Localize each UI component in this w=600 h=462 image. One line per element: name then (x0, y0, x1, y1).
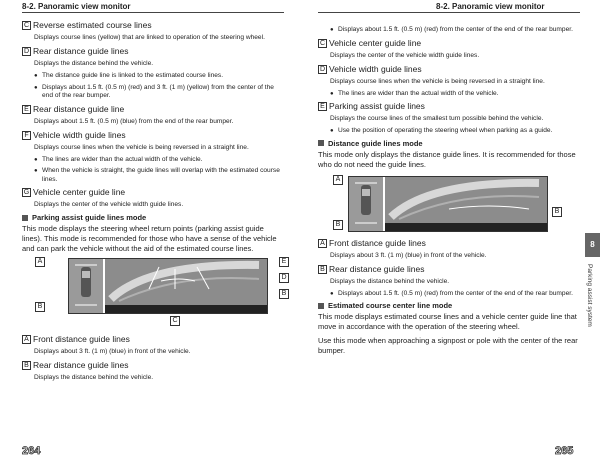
letter-icon: G (23, 189, 30, 196)
item-desc: Displays the distance behind the vehicle. (34, 374, 154, 381)
bullet-item: ● The distance guide line is linked to the estimated course lines. (34, 72, 284, 81)
left-item-c (22, 20, 284, 42)
item-desc: Displays the center of the vehicle width guide lines. (330, 51, 480, 59)
square-bullet-icon (22, 215, 28, 221)
item-title: Vehicle center guide line (329, 37, 422, 48)
letter-icon: D (23, 48, 30, 55)
section-title: Distance guide lines mode (328, 138, 423, 148)
left-item-g (22, 187, 284, 209)
item-desc: Displays about 3 ft. (1 m) (blue) in front of the vehicle. (34, 348, 191, 355)
bullet-item: ● Use the position of operating the steering wheel when parking as a guide. (330, 127, 580, 136)
letter-icon: B (318, 265, 327, 274)
left-item-e (22, 104, 284, 126)
right-item-e (318, 101, 580, 123)
bullet-item: ● Displays about 1.5 ft. (0.5 m) (red) from the center of the end of the rear bumper. (330, 26, 580, 35)
item-desc: Displays the course lines of the smallest turn possible behind the vehicle. (330, 115, 544, 122)
item-title: Front distance guide lines (33, 334, 130, 344)
chapter-tab: 8 (585, 233, 600, 257)
item-desc: Displays the distance behind the vehicle. (34, 60, 154, 67)
section-title: Estimated course center line mode (328, 301, 453, 310)
item-desc: Displays course lines (yellow) that are linked to operation of the steering wheel. (34, 34, 265, 41)
section-paragraph: This mode only displays the distance guide lines. It is recommended for those who do not need the guide lines. (318, 149, 576, 169)
item-title: Rear distance guide lines (33, 46, 129, 56)
callout-b2: B (279, 289, 289, 299)
item-desc: Displays course lines when the vehicle is being reversed in a straight line. (34, 143, 249, 151)
chapter-tab-label: Parking assist system (586, 264, 593, 327)
right-item-a (318, 238, 580, 260)
letter-icon: E (318, 102, 327, 111)
bullet-item: ● The lines are wider than the actual width of the vehicle. (34, 156, 284, 165)
item-desc: Displays the distance behind the vehicle. (330, 277, 450, 285)
callout-d: D (279, 273, 289, 283)
item-desc: Displays the center of the vehicle width guide lines. (34, 201, 184, 208)
section-paragraph: This mode displays the steering wheel return points (parking assist guide lines). This mode is recommended for those who have a sense of the vehicle and can park the vehicle without the aid of the estimated course lines. (22, 224, 277, 253)
distance-guide-figure (335, 175, 560, 232)
bullet-item: ● Displays about 1.5 ft. (0.5 m) (red) from the center of the end of the rear bumper. (330, 290, 580, 299)
callout-a: A (333, 175, 343, 185)
item-title: Vehicle width guide lines (33, 129, 126, 140)
bullet-item: ● When the vehicle is straight, the guide lines will overlap with the estimated course lines. (34, 167, 284, 184)
header-rule-right (318, 12, 580, 13)
left-item-b (22, 360, 284, 382)
item-title: Vehicle width guide lines (329, 63, 422, 74)
section-paragraph: Use this mode when approaching a signpost or pole with the center of the rear bumper. (318, 336, 578, 355)
letter-icon: C (319, 39, 326, 47)
section-heading (318, 139, 580, 148)
letter-icon: B (22, 361, 31, 370)
item-title: Rear distance guide lines (33, 360, 129, 370)
section-heading (22, 213, 284, 222)
section-paragraph: This mode displays estimated course lines and a vehicle center guide line that move in accordance with the operation of the steering wheel. (318, 312, 577, 331)
square-bullet-icon (318, 303, 324, 309)
page-number-right: 265 (555, 445, 574, 457)
left-item-d (22, 46, 284, 68)
letter-icon: E (22, 105, 31, 114)
page-header-left: 8-2. Panoramic view monitor (22, 2, 131, 11)
item-title: Reverse estimated course lines (33, 20, 152, 30)
callout-e: E (279, 257, 289, 267)
callout-b: B (35, 302, 45, 312)
callout-b2: B (552, 207, 562, 217)
left-item-a (22, 334, 284, 356)
bullet-item: ● Displays about 1.5 ft. (0.5 m) (red) and 3 ft. (1 m) (yellow) from the center of the end of the rear bumper. (34, 84, 284, 101)
section-title: Parking assist guide lines mode (32, 213, 147, 222)
section-heading (318, 301, 580, 310)
item-desc: Displays about 1.5 ft. (0.5 m) (blue) from the end of the rear bumper. (34, 117, 234, 125)
bullet-item: ● The lines are wider than the actual width of the vehicle. (330, 90, 580, 99)
letter-icon: A (318, 239, 327, 248)
left-item-f (22, 130, 284, 152)
right-page (318, 18, 580, 360)
item-title: Vehicle center guide line (33, 187, 126, 197)
camera-view-illustration (69, 259, 267, 313)
letter-icon: C (23, 22, 30, 29)
callout-a: A (35, 257, 45, 267)
right-item-d (318, 64, 580, 86)
camera-view-illustration (349, 177, 547, 231)
item-title: Rear distance guide line (33, 103, 125, 114)
letter-icon: F (22, 131, 31, 140)
right-item-c (318, 38, 580, 60)
item-title: Front distance guide lines (329, 237, 426, 248)
item-title: Rear distance guide lines (329, 263, 425, 274)
parking-assist-figure (37, 258, 287, 324)
callout-b: B (333, 220, 343, 230)
letter-icon: A (22, 335, 31, 344)
letter-icon: D (319, 65, 326, 73)
item-desc: Displays course lines when the vehicle is being reversed in a straight line. (330, 77, 545, 85)
callout-c: C (170, 316, 180, 326)
left-page (22, 18, 287, 386)
page-header-right: 8-2. Panoramic view monitor (436, 2, 545, 11)
right-item-b (318, 264, 580, 286)
square-bullet-icon (318, 140, 324, 146)
item-title: Parking assist guide lines (329, 101, 425, 111)
page-number-left: 264 (22, 445, 41, 457)
header-rule-left (22, 12, 284, 13)
item-desc: Displays about 3 ft. (1 m) (blue) in front of the vehicle. (330, 251, 487, 259)
